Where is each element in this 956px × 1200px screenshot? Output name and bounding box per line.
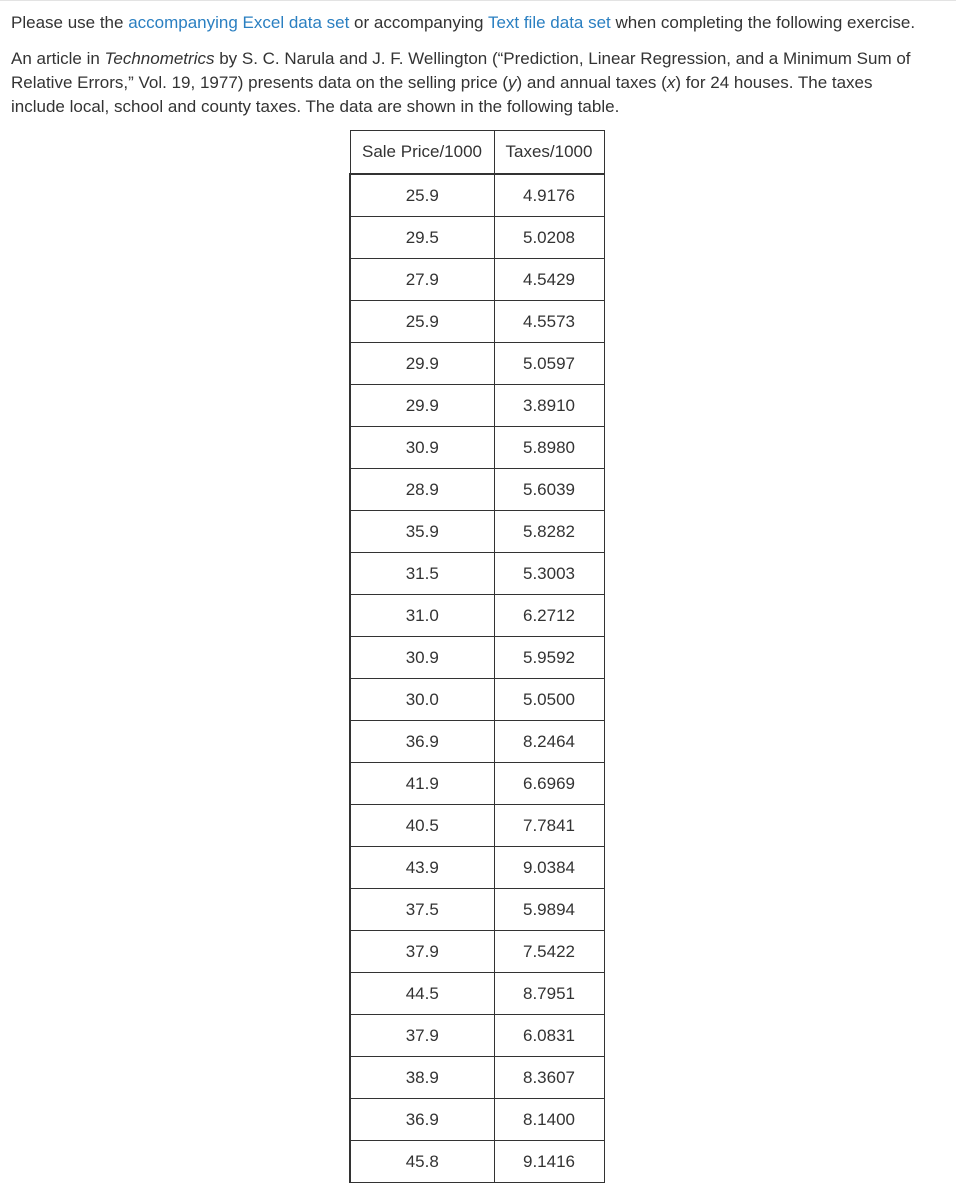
sale-price-cell: 37.9 bbox=[350, 1015, 494, 1057]
taxes-cell: 6.2712 bbox=[494, 595, 604, 637]
taxes-cell: 7.5422 bbox=[494, 931, 604, 973]
table-row bbox=[350, 174, 604, 217]
table-row bbox=[350, 217, 604, 259]
sale-price-cell: 41.9 bbox=[350, 763, 494, 805]
sale-price-cell: 36.9 bbox=[350, 1099, 494, 1141]
sale-price-cell: 38.9 bbox=[350, 1057, 494, 1099]
table-row bbox=[350, 427, 604, 469]
taxes-cell: 5.0597 bbox=[494, 343, 604, 385]
taxes-cell: 7.7841 bbox=[494, 805, 604, 847]
para-text-3: ) and annual taxes ( bbox=[516, 73, 667, 92]
taxes-cell: 4.5429 bbox=[494, 259, 604, 301]
table-header-row bbox=[350, 131, 604, 175]
sale-price-cell: 27.9 bbox=[350, 259, 494, 301]
para-text-4: ) for 24 houses. The taxes include local, school and county taxes. The data are shown in the following table. bbox=[11, 73, 873, 116]
sale-price-cell: 43.9 bbox=[350, 847, 494, 889]
table-row bbox=[350, 721, 604, 763]
sale-price-cell: 30.0 bbox=[350, 679, 494, 721]
sale-price-cell: 25.9 bbox=[350, 301, 494, 343]
sale-price-cell: 45.8 bbox=[350, 1141, 494, 1183]
taxes-cell: 5.0500 bbox=[494, 679, 604, 721]
table-row bbox=[350, 973, 604, 1015]
table-row bbox=[350, 889, 604, 931]
sale-price-cell: 36.9 bbox=[350, 721, 494, 763]
sale-price-cell: 29.5 bbox=[350, 217, 494, 259]
table-row bbox=[350, 1099, 604, 1141]
sale-price-cell: 31.0 bbox=[350, 595, 494, 637]
table-row bbox=[350, 595, 604, 637]
table-row bbox=[350, 763, 604, 805]
taxes-cell: 4.9176 bbox=[494, 174, 604, 217]
taxes-cell: 5.3003 bbox=[494, 553, 604, 595]
text-data-link[interactable]: Text file data set bbox=[487, 13, 611, 32]
header-sale-price: Sale Price/1000 bbox=[350, 131, 494, 175]
sale-price-cell: 37.9 bbox=[350, 931, 494, 973]
table-row bbox=[350, 1057, 604, 1099]
sale-price-cell: 37.5 bbox=[350, 889, 494, 931]
taxes-cell: 6.0831 bbox=[494, 1015, 604, 1057]
taxes-cell: 3.8910 bbox=[494, 385, 604, 427]
taxes-cell: 8.3607 bbox=[494, 1057, 604, 1099]
sale-price-cell: 29.9 bbox=[350, 343, 494, 385]
table-row bbox=[350, 511, 604, 553]
instructions-line bbox=[11, 12, 941, 34]
table-row bbox=[350, 1141, 604, 1183]
variable-x: x bbox=[666, 73, 676, 92]
taxes-cell: 8.2464 bbox=[494, 721, 604, 763]
table-body bbox=[350, 174, 604, 1183]
taxes-cell: 6.6969 bbox=[494, 763, 604, 805]
taxes-cell: 5.9894 bbox=[494, 889, 604, 931]
sale-price-cell: 30.9 bbox=[350, 637, 494, 679]
sale-price-cell: 25.9 bbox=[350, 174, 494, 217]
sale-price-cell: 29.9 bbox=[350, 385, 494, 427]
table-row bbox=[350, 469, 604, 511]
table-row bbox=[350, 301, 604, 343]
table-row bbox=[350, 553, 604, 595]
taxes-cell: 5.8282 bbox=[494, 511, 604, 553]
para-text-1: An article in bbox=[11, 49, 105, 68]
taxes-cell: 5.9592 bbox=[494, 637, 604, 679]
table-row bbox=[350, 679, 604, 721]
taxes-cell: 5.6039 bbox=[494, 469, 604, 511]
table-row bbox=[350, 847, 604, 889]
table-row bbox=[350, 931, 604, 973]
house-data-table bbox=[349, 130, 605, 1183]
sale-price-cell: 30.9 bbox=[350, 427, 494, 469]
sale-price-cell: 28.9 bbox=[350, 469, 494, 511]
sale-price-cell: 31.5 bbox=[350, 553, 494, 595]
problem-paragraph bbox=[11, 47, 926, 119]
taxes-cell: 8.1400 bbox=[494, 1099, 604, 1141]
header-taxes: Taxes/1000 bbox=[494, 131, 604, 175]
variable-y: y bbox=[508, 73, 517, 92]
excel-data-link[interactable]: accompanying Excel data set bbox=[128, 13, 350, 32]
sale-price-cell: 40.5 bbox=[350, 805, 494, 847]
table-row bbox=[350, 805, 604, 847]
taxes-cell: 5.0208 bbox=[494, 217, 604, 259]
taxes-cell: 5.8980 bbox=[494, 427, 604, 469]
top-divider bbox=[0, 0, 956, 1]
taxes-cell: 8.7951 bbox=[494, 973, 604, 1015]
intro-suffix: when completing the following exercise. bbox=[610, 13, 916, 32]
table-row bbox=[350, 637, 604, 679]
journal-name: Technometrics bbox=[104, 49, 215, 68]
taxes-cell: 4.5573 bbox=[494, 301, 604, 343]
table-row bbox=[350, 343, 604, 385]
table-row bbox=[350, 259, 604, 301]
intro-middle: or accompanying bbox=[349, 13, 488, 32]
table-row bbox=[350, 385, 604, 427]
taxes-cell: 9.1416 bbox=[494, 1141, 604, 1183]
sale-price-cell: 44.5 bbox=[350, 973, 494, 1015]
para-text-2: by S. C. Narula and J. F. Wellington (“Prediction, Linear Regression, and a Minimum Sum of Relative Errors,” Vol. 19, 1977) presents data on the selling price ( bbox=[11, 49, 911, 92]
intro-prefix: Please use the bbox=[11, 13, 129, 32]
sale-price-cell: 35.9 bbox=[350, 511, 494, 553]
taxes-cell: 9.0384 bbox=[494, 847, 604, 889]
table-row bbox=[350, 1015, 604, 1057]
